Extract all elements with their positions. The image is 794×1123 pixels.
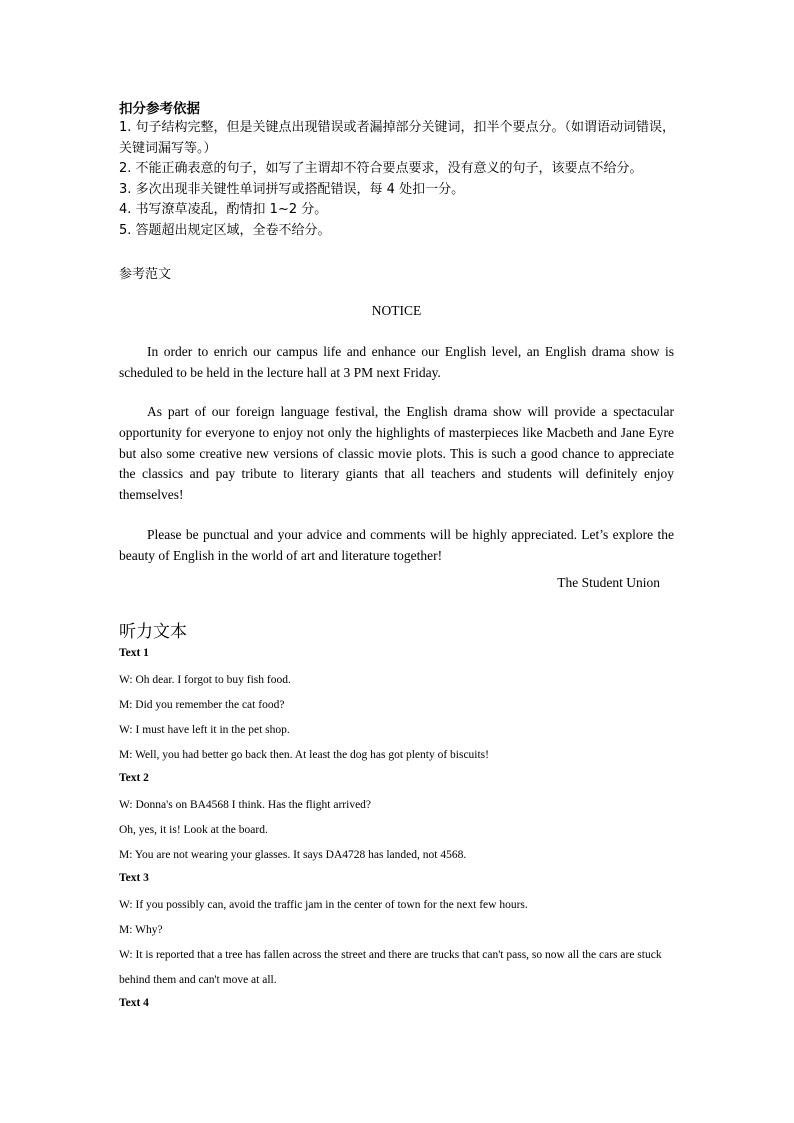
text-title: Text 1 bbox=[119, 647, 149, 659]
text-title: Text 2 bbox=[119, 772, 149, 784]
notice-paragraph: In order to enrich our campus life and enhance our English level, an English drama show is scheduled to be held in the lecture hall at 3 PM next Friday. bbox=[119, 344, 674, 380]
dialogue-line: W: I must have left it in the pet shop. bbox=[119, 724, 290, 736]
dialogue-line: Oh, yes, it is! Look at the board. bbox=[119, 824, 268, 836]
dialogue-line: W: It is reported that a tree has fallen across the street and there are trucks that can't pass, so now all the cars are stuck behind them and can't move at all. bbox=[119, 949, 662, 986]
sample-essay-label: 参考范文 bbox=[119, 267, 172, 282]
notice-signature: The Student Union bbox=[557, 575, 660, 590]
scoring-item: 1. 句子结构完整，但是关键点出现错误或者漏掉部分关键词，扣半个要点分。（如谓语动词错误，关键词漏写等。） bbox=[119, 120, 676, 156]
scoring-item: 4. 书写潦草凌乱，酌情扣 1~2 分。 bbox=[119, 202, 328, 217]
dialogue-line: M: You are not wearing your glasses. It says DA4728 has landed, not 4568. bbox=[119, 849, 467, 861]
notice-title: NOTICE bbox=[371, 303, 422, 318]
dialogue-line: M: Did you remember the cat food? bbox=[119, 699, 285, 711]
scoring-heading: 扣分参考依据 bbox=[119, 101, 200, 117]
dialogue-line: M: Well, you had better go back then. At least the dog has got plenty of biscuits! bbox=[119, 749, 489, 761]
dialogue-line: M: Why? bbox=[119, 924, 163, 936]
notice-paragraph: Please be punctual and your advice and comments will be highly appreciated. Let’s explore the beauty of English in the world of art and literature together! bbox=[119, 527, 674, 563]
dialogue-line: W: Donna's on BA4568 I think. Has the flight arrived? bbox=[119, 799, 372, 811]
dialogue-line: W: If you possibly can, avoid the traffic jam in the center of town for the next few hours. bbox=[119, 899, 528, 911]
dialogue-line: W: Oh dear. I forgot to buy fish food. bbox=[119, 674, 291, 686]
notice-paragraph: As part of our foreign language festival, the English drama show will provide a spectacular opportunity for everyone to enjoy not only the highlights of masterpieces like Macbeth and Jane Eyre but also some creative new versions of classic movie plots. This is such a good chance to appreciate the classics and pay tribute to literary giants that all teachers and students will definitely enjoy themselves! bbox=[119, 404, 674, 503]
text-title: Text 3 bbox=[119, 872, 149, 884]
listening-heading: 听力文本 bbox=[119, 622, 187, 642]
scoring-list bbox=[119, 118, 679, 241]
listening-transcript bbox=[119, 643, 664, 1018]
scoring-item: 2. 不能正确表意的句子，如写了主谓却不符合要点要求，没有意义的句子，该要点不给分。 bbox=[119, 161, 643, 176]
text-title: Text 4 bbox=[119, 997, 149, 1009]
scoring-item: 5. 答题超出规定区域，全卷不给分。 bbox=[119, 222, 331, 238]
scoring-item: 3. 多次出现非关键性单词拼写或搭配错误，每 4 处扣一分。 bbox=[119, 181, 465, 197]
